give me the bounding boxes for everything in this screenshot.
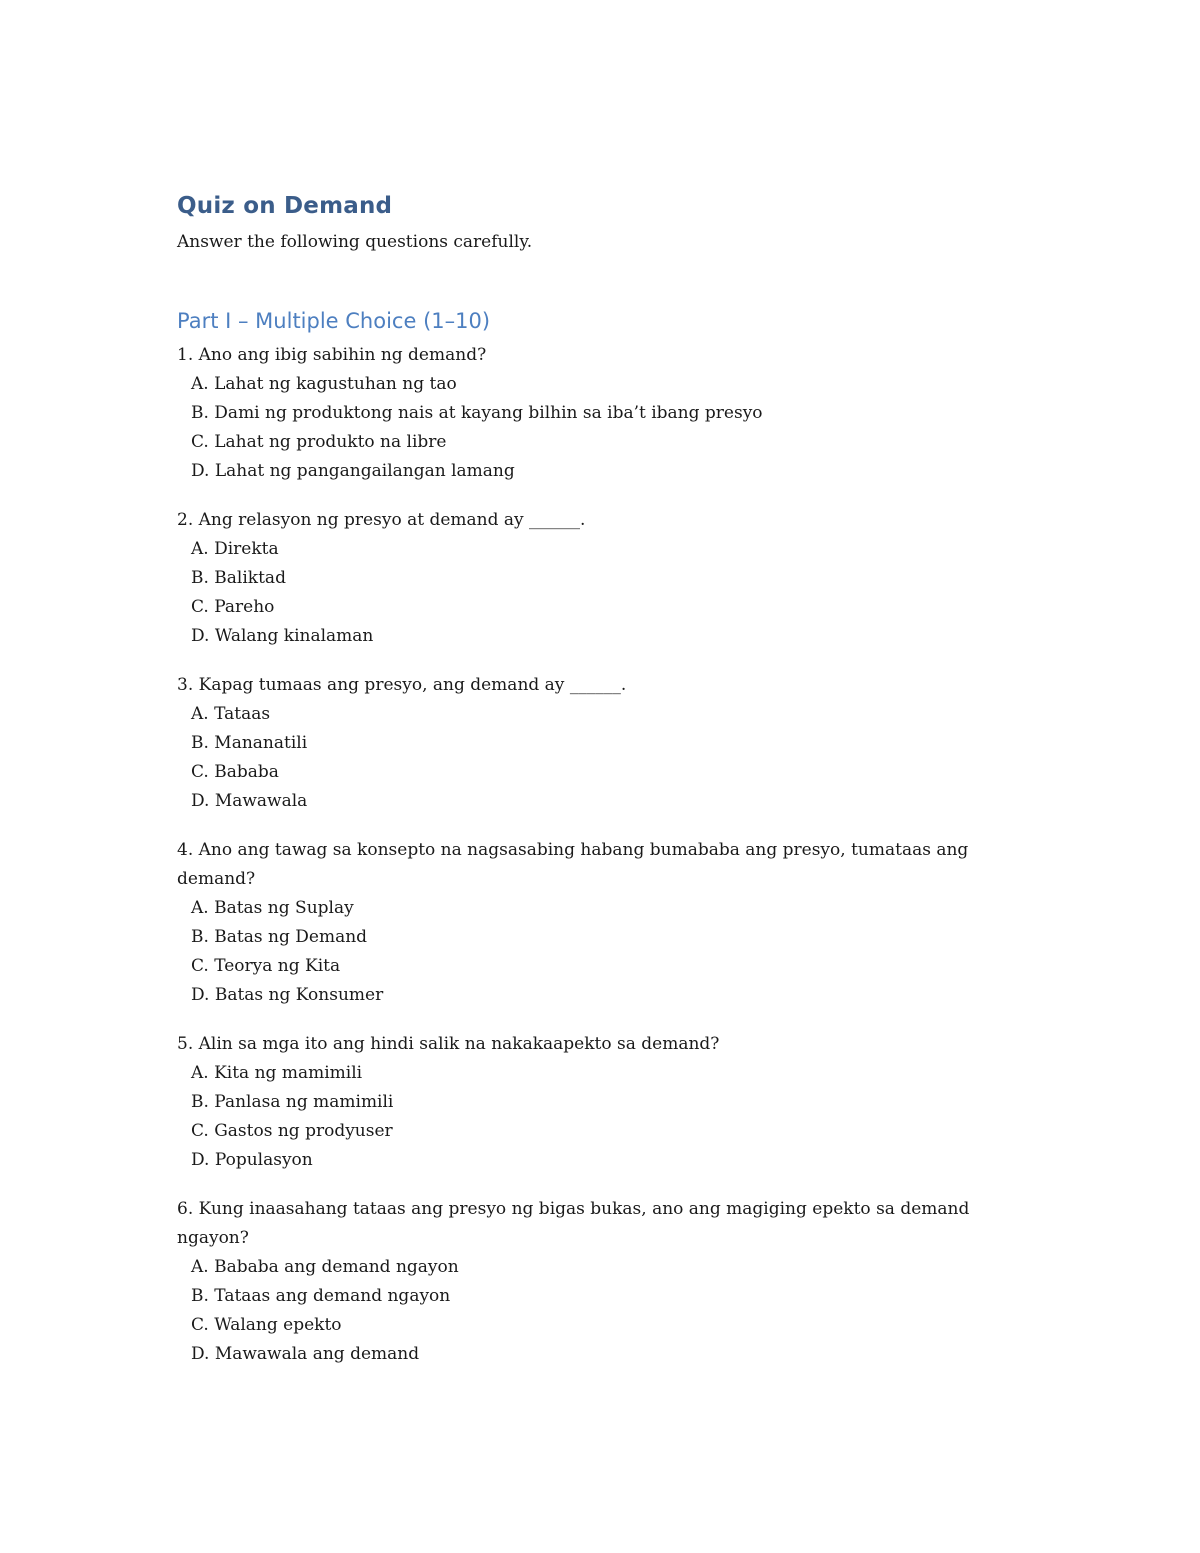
options-list (177, 700, 1037, 816)
question-item (177, 836, 1037, 1010)
option-c: C. Walang epekto (191, 1315, 342, 1335)
option-b: B. Batas ng Demand (191, 927, 368, 947)
options-list (177, 1059, 1037, 1175)
question-text: 6. Kung inaasahang tataas ang presyo ng bigas bukas, ano ang magiging epekto sa demand ngayon? (177, 1199, 970, 1248)
options-list (177, 535, 1037, 651)
option-a: A. Batas ng Suplay (191, 898, 354, 918)
option-c: C. Bababa (191, 762, 279, 782)
document-title: Quiz on Demand (177, 193, 393, 219)
option-a: A. Tataas (191, 704, 271, 724)
question-item (177, 1195, 1037, 1369)
question-text: 3. Kapag tumaas ang presyo, ang demand ay ______. (177, 675, 627, 695)
option-a: A. Lahat ng kagustuhan ng tao (191, 374, 457, 394)
question-text: 4. Ano ang tawag sa konsepto na nagsasabing habang bumababa ang presyo, tumataas ang demand? (177, 840, 969, 889)
option-b: B. Dami ng produktong nais at kayang bilhin sa iba’t ibang presyo (191, 403, 763, 423)
option-b: B. Baliktad (191, 568, 286, 588)
options-list (177, 1253, 1037, 1369)
question-item (177, 506, 1037, 651)
option-d: D. Lahat ng pangangailangan lamang (191, 461, 515, 481)
options-list (177, 894, 1037, 1010)
option-d: D. Populasyon (191, 1150, 313, 1170)
option-a: A. Bababa ang demand ngayon (191, 1257, 459, 1277)
option-d: D. Walang kinalaman (191, 626, 374, 646)
option-d: D. Mawawala ang demand (191, 1344, 420, 1364)
option-b: B. Panlasa ng mamimili (191, 1092, 394, 1112)
section-heading: Part I – Multiple Choice (1–10) (177, 309, 491, 333)
option-b: B. Mananatili (191, 733, 308, 753)
question-text: 2. Ang relasyon ng presyo at demand ay ______. (177, 510, 586, 530)
question-list (177, 341, 1037, 1369)
option-c: C. Lahat ng produkto na libre (191, 432, 447, 452)
option-a: A. Direkta (191, 539, 279, 559)
options-list (177, 370, 1037, 486)
question-text: 5. Alin sa mga ito ang hindi salik na nakakaapekto sa demand? (177, 1034, 720, 1054)
option-c: C. Teorya ng Kita (191, 956, 341, 976)
instruction-text: Answer the following questions carefully. (177, 232, 533, 252)
option-a: A. Kita ng mamimili (191, 1063, 363, 1083)
option-b: B. Tataas ang demand ngayon (191, 1286, 451, 1306)
option-c: C. Gastos ng prodyuser (191, 1121, 393, 1141)
option-d: D. Mawawala (191, 791, 308, 811)
question-item (177, 1030, 1037, 1175)
question-item (177, 341, 1037, 486)
document-body (177, 190, 1037, 1389)
option-d: D. Batas ng Konsumer (191, 985, 384, 1005)
question-item (177, 671, 1037, 816)
question-text: 1. Ano ang ibig sabihin ng demand? (177, 345, 487, 365)
option-c: C. Pareho (191, 597, 275, 617)
